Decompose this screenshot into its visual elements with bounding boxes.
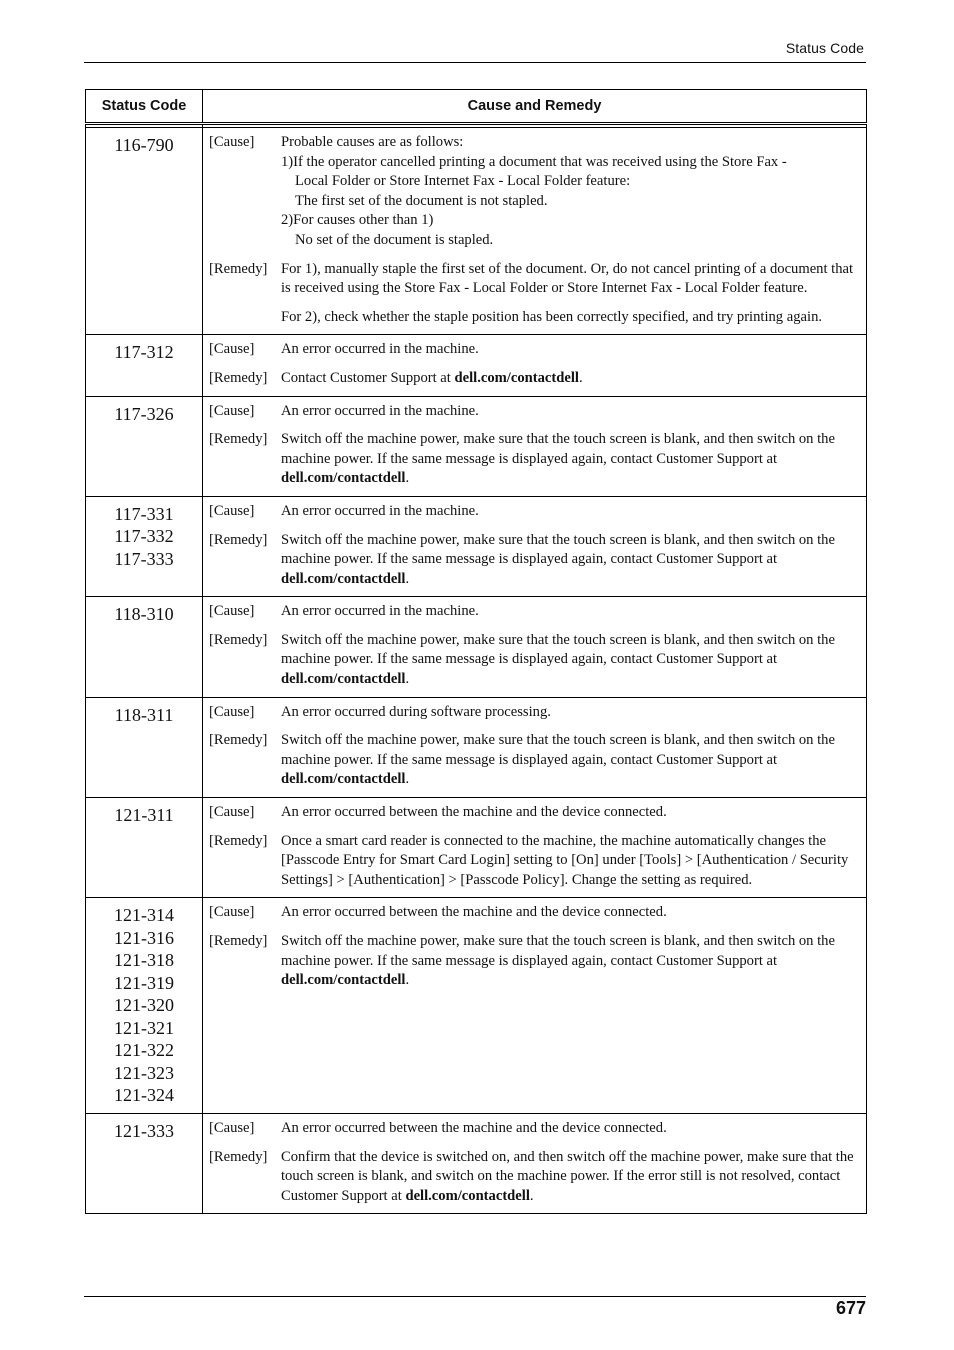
cause-tag: [Cause] [209,703,255,720]
remedy-sentence: Switch off the machine power, make sure that the touch screen is blank, and then switch on the machine power. If the same message is displayed again, contact Customer Support at [281,631,835,668]
status-code: 117-332 [114,526,174,547]
footer-divider [84,1296,866,1297]
table-header-row [86,90,867,124]
cause-remedy-cell [203,496,867,596]
table-row [86,128,867,335]
cause-text [281,133,858,251]
support-link[interactable]: dell.com/contactdell [281,671,406,688]
remedy-sentence: Once a smart card reader is connected to the machine, the machine automatically changes the [Passcode Entry for Smart Card Login] setting to [On] under [Tools] > [Authentication / Security Settings] > [Authentication] > [Passcode Policy]. Change the setting as required. [281,832,849,888]
cause-text: An error occurred in the machine. [281,603,479,620]
support-link[interactable]: dell.com/contactdell [281,570,406,587]
remedy-punctuation: . [405,972,410,989]
remedy-paragraph: For 1), manually staple the first set of the document. Or, do not cancel printing of a document that is received using the Store Fax - Local Folder or Store Internet Fax - Local Folder feature. [281,260,854,297]
cause-tag: [Cause] [209,1119,255,1136]
cause-entry [209,402,858,422]
cause-remedy-cell [203,396,867,496]
support-link[interactable]: dell.com/contactdell [281,771,406,788]
remedy-text [281,260,858,328]
status-code: 121-319 [114,972,174,993]
remedy-tag: [Remedy] [209,260,268,277]
cause-text: An error occurred between the machine and the device connected. [281,904,667,921]
remedy-entry [209,731,858,790]
table-row [86,1113,867,1213]
remedy-sentence: Confirm that the device is switched on, and then switch off the machine power, make sure that the touch screen is blank, and switch on the machine power. If the error still is not resolved, contact Customer Support at [281,1148,854,1204]
cause-item-detail: No set of the document is stapled. [295,231,494,248]
status-code: 121-316 [114,927,174,948]
remedy-punctuation: . [529,1187,534,1204]
table-row [86,396,867,496]
cause-item-detail: The first set of the document is not stapled. [295,192,548,209]
table-row [86,496,867,596]
status-code: 117-326 [114,403,174,424]
support-link[interactable]: dell.com/contactdell [405,1187,530,1204]
remedy-text [281,832,858,891]
status-code-cell [86,1113,203,1213]
remedy-sentence: Switch off the machine power, make sure that the touch screen is blank, and then switch on the machine power. If the same message is displayed again, contact Customer Support at [281,431,835,467]
status-code-cell [86,335,203,396]
remedy-punctuation: . [405,470,410,487]
remedy-text [281,731,858,790]
cause-remedy-cell [203,1113,867,1213]
remedy-tag: [Remedy] [209,531,268,548]
status-code-cell [86,898,203,1114]
cause-tag: [Cause] [209,603,255,620]
cause-item-head: 2)For causes other than 1) [281,212,434,229]
cause-entry [209,340,858,360]
remedy-entry [209,631,858,690]
cause-text: An error occurred between the machine and the device connected. [281,804,667,821]
cause-entry [209,803,858,823]
remedy-sentence: Switch off the machine power, make sure that the touch screen is blank, and then switch on the machine power. If the same message is displayed again, contact Customer Support at [281,732,835,768]
cause-remedy-cell [203,335,867,396]
status-code: 118-311 [114,704,174,725]
cause-entry [209,502,858,522]
status-code: 121-314 [114,905,174,926]
cause-remedy-cell [203,597,867,697]
table-row [86,798,867,898]
remedy-text [281,631,858,690]
remedy-text [281,531,858,590]
cause-text: An error occurred in the machine. [281,402,479,419]
cause-intro: Probable causes are as follows: [281,134,464,150]
status-code: 121-324 [114,1085,174,1106]
cause-remedy-cell [203,898,867,1114]
cause-text: An error occurred in the machine. [281,502,479,519]
remedy-tag: [Remedy] [209,732,268,749]
support-link[interactable]: dell.com/contactdell [281,972,406,989]
status-code: 118-310 [114,604,174,625]
status-code: 117-333 [114,548,174,569]
remedy-sentence: Switch off the machine power, make sure that the touch screen is blank, and then switch on the machine power. If the same message is displayed again, contact Customer Support at [281,531,835,568]
remedy-entry [209,1148,858,1207]
status-code-cell [86,496,203,596]
cause-remedy-cell [203,697,867,797]
table-row [86,898,867,1114]
cause-tag: [Cause] [209,904,255,921]
remedy-entry [209,430,858,489]
cause-entry [209,602,858,622]
remedy-text [281,932,858,991]
remedy-tag: [Remedy] [209,1148,268,1165]
remedy-text [281,1148,858,1207]
support-link[interactable]: dell.com/contactdell [281,470,406,487]
status-code: 121-323 [114,1062,174,1083]
remedy-tag: [Remedy] [209,431,268,448]
page-number: 677 [835,1298,866,1318]
cause-tag: [Cause] [209,502,255,519]
header-divider [84,62,866,63]
remedy-entry [209,531,858,590]
remedy-text [281,369,858,389]
remedy-paragraph: For 2), check whether the staple position has been correctly specified, and try printing again. [281,308,823,325]
cause-text: An error occurred between the machine and the device connected. [281,1119,667,1136]
table-row [86,597,867,697]
status-code-cell [86,697,203,797]
status-code-cell [86,597,203,697]
remedy-tag: [Remedy] [209,631,268,648]
table-body [86,124,867,1214]
support-link[interactable]: dell.com/contactdell [454,369,579,386]
status-code: 121-321 [114,1017,174,1038]
cause-entry [209,903,858,923]
column-header-cause-remedy: Cause and Remedy [203,90,867,124]
cause-text: An error occurred in the machine. [281,341,479,358]
remedy-entry [209,369,858,389]
status-code: 121-333 [114,1120,174,1141]
status-code-cell [86,396,203,496]
status-code: 116-790 [114,135,174,155]
remedy-entry [209,932,858,991]
remedy-punctuation: . [405,671,410,688]
status-code: 117-331 [114,503,174,524]
cause-item [281,153,858,212]
table-row [86,697,867,797]
cause-tag: [Cause] [209,134,255,150]
cause-tag: [Cause] [209,341,255,358]
cause-entry [209,133,858,251]
cause-remedy-cell [203,128,867,335]
status-code: 117-312 [114,342,174,363]
cause-entry [209,703,858,723]
cause-tag: [Cause] [209,804,255,821]
running-header-title: Status Code [785,40,864,56]
remedy-punctuation: . [405,771,410,788]
status-code: 121-322 [114,1040,174,1061]
status-code: 121-320 [114,995,174,1016]
cause-entry [209,1119,858,1139]
remedy-entry [209,260,858,328]
cause-tag: [Cause] [209,402,255,419]
remedy-punctuation: . [578,369,583,386]
remedy-tag: [Remedy] [209,369,268,386]
status-code: 121-318 [114,950,174,971]
remedy-sentence: Contact Customer Support at [281,369,455,386]
remedy-tag: [Remedy] [209,933,268,949]
remedy-entry [209,832,858,891]
cause-remedy-cell [203,798,867,898]
remedy-punctuation: . [405,570,410,587]
status-code-table [85,89,867,1214]
status-code-cell [86,798,203,898]
cause-item-continuation: Local Folder or Store Internet Fax - Local Folder feature: [295,173,631,190]
cause-item [281,211,858,250]
remedy-sentence: Switch off the machine power, make sure that the touch screen is blank, and then switch on the machine power. If the same message is displayed again, contact Customer Support at [281,933,835,969]
status-code: 121-311 [114,805,174,826]
cause-text: An error occurred during software processing. [281,703,551,720]
table-row [86,335,867,396]
column-header-status-code: Status Code [86,90,203,124]
remedy-tag: [Remedy] [209,832,268,849]
remedy-text [281,430,858,489]
cause-item-head: 1)If the operator cancelled printing a document that was received using the Store Fax - [281,153,787,170]
status-code-cell [86,128,203,335]
